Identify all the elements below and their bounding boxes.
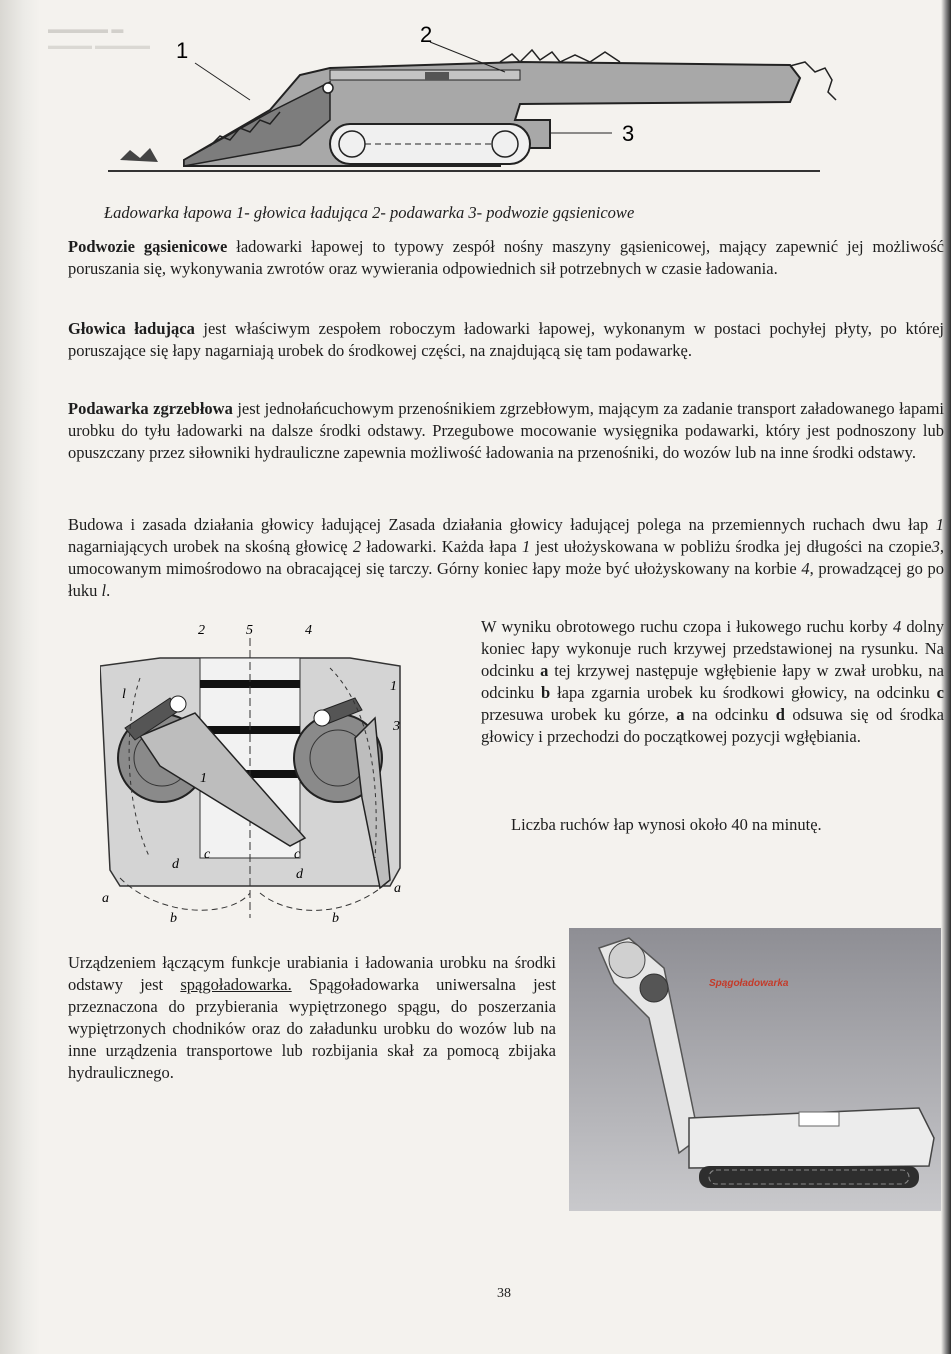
text-run: ładowarki. Każda łapa [361, 537, 522, 556]
text-run: W wyniku obrotowego ruchu czopa i łukowego ruchu korby [481, 617, 893, 636]
ref-number: 4 [892, 617, 902, 636]
text-run: . [106, 581, 111, 600]
mech-label-l: l [122, 687, 126, 702]
ref-number: l [101, 581, 107, 600]
paragraph-loading-head [68, 318, 944, 362]
paragraph-motion-rate: Liczba ruchów łap wynosi około 40 na minutę. [511, 815, 822, 834]
text-run: jest ułożyskowana w pobliżu środka jej długości na czopie [530, 537, 932, 556]
mech-label-1-right: 1 [390, 679, 397, 694]
mech-label-3: 3 [393, 719, 400, 734]
mech-label-c-right: c [294, 847, 301, 862]
mech-label-c-left: c [204, 847, 211, 862]
segment-letter: c [936, 683, 944, 702]
mech-label-d-right: d [296, 867, 303, 882]
segment-letter: a [676, 705, 685, 724]
mech-label-2: 2 [198, 623, 205, 638]
paragraph-text: ładowarki łapowej to typowy zespół nośny maszyny gąsienicowej, mający zapewnić jej możliwość poruszania się, wykonywania zwrotów oraz wywierania odpowiednich sił potrzebnych w czasie ładowania. [68, 237, 945, 278]
mech-label-b-right: b [332, 911, 339, 926]
bleed-through-text: ▬▬▬▬▬ ▬ [48, 22, 124, 36]
term-conveyor: Podawarka zgrzebłowa [68, 399, 233, 418]
text-run: Urządzeniem łączącym funkcje urabiania i ładowania urobku na środki odstawy jest [68, 953, 556, 994]
mech-label-a-left: a [102, 891, 109, 906]
photo-label: Spągoładowarka [709, 978, 789, 989]
floor-loader-photo [569, 928, 941, 1211]
text-run: przesuwa urobek ku górze, [481, 705, 677, 724]
text-run: Spągoładowarka uniwersalna jest przeznaczona do przybierania wypiętrzonego spągu, do poszerzania wypiętrzonych chodników oraz do załadunku urobku do wozów lub na inne urządzenia transportowe lub rozbijania skał za pomocą zbijaka hydraulicznego. [68, 975, 556, 1082]
floor-loader-link[interactable]: spągoładowarka. [180, 975, 292, 994]
term-undercarriage: Podwozie gąsienicowe [68, 237, 228, 256]
paragraph-text: jest jednołańcuchowym przenośnikiem zgrzebłowym, mającym za zadanie transport załadowanego łapami urobku do tyłu ładowarki na dalsze środki odstawy. Przegubowe mocowanie wysięgnika podawarki, który jest podnoszony lub opuszczany przez siłowniki hydrauliczne zapewnia możliwość ładowania na przenośniki, do wozów lub na inne środki odstawy. [68, 399, 944, 462]
figure-caption: Ładowarka łapowa 1- głowica ładująca 2- podawarka 3- podwozie gąsienicowe [104, 203, 635, 222]
text-run: , umocowanym mimośrodowo na obracającej się tarczy. Górny koniec łapy może być ułożyskowany na korbie [68, 537, 944, 578]
mech-label-a-right: a [394, 881, 401, 896]
figure-label-3: 3 [622, 121, 635, 146]
paragraph-claw-motion [481, 616, 944, 748]
page-number: 38 [497, 1286, 511, 1301]
paragraph-floor-loader [68, 952, 556, 1084]
loading-head-mechanism-figure [100, 618, 410, 936]
segment-letter: a [540, 661, 549, 680]
text-run: tej krzywej następuje wgłębienie łapy w zwał urobku, na odcinku [481, 661, 944, 702]
text-run: nagarniających urobek na skośną głowicę [68, 537, 353, 556]
mech-label-d-left: d [172, 857, 179, 872]
text-run: łapa zgarnia urobek ku środkowi głowicy, na odcinku [550, 683, 937, 702]
text-run: na odcinku [684, 705, 776, 724]
text-run: dolny koniec łapy wykonuje ruch krzywej przedstawionej na rysunku. Na odcinku [481, 617, 944, 680]
segment-letter: d [775, 705, 785, 724]
figure-label-1: 1 [176, 38, 189, 63]
paragraph-conveyor [68, 398, 944, 464]
page-binding-edge [0, 0, 40, 1354]
loader-side-view-figure [100, 20, 848, 180]
paragraph-head-operation [68, 514, 944, 602]
text-run: odsuwa się od środka głowicy i przechodzi do początkowej pozycji wgłębiania. [481, 705, 944, 746]
ref-number: 4 [801, 559, 810, 578]
term-loading-head: Głowica ładująca [68, 319, 195, 338]
text-run: Budowa i zasada działania głowicy ładującej Zasada działania głowicy ładującej polega na przemiennych ruchach dwu łap [68, 515, 936, 534]
paragraph-text: jest właściwym zespołem roboczym ładowarki łapowej, wykonanym w postaci pochyłej płyty, po której poruszające się łapy nagarniają urobek do środkowej części, na znajdującą się tam podawarkę. [68, 319, 944, 360]
mech-label-4: 4 [305, 623, 312, 638]
ref-number: 1 [522, 537, 531, 556]
ref-number: 1 [935, 515, 944, 534]
mech-label-5: 5 [246, 623, 253, 638]
segment-letter: b [541, 683, 551, 702]
ref-number: 2 [352, 537, 362, 556]
figure-label-2: 2 [420, 22, 433, 47]
ref-number: 3 [931, 537, 940, 556]
text-run: , prowadzącej go po łuku [68, 559, 944, 600]
mech-label-1-left: 1 [200, 771, 207, 786]
paragraph-undercarriage [68, 236, 944, 280]
bleed-through-text-2: ▬▬▬▬ ▬▬▬▬▬ [48, 40, 151, 52]
mech-label-b-left: b [170, 911, 177, 926]
